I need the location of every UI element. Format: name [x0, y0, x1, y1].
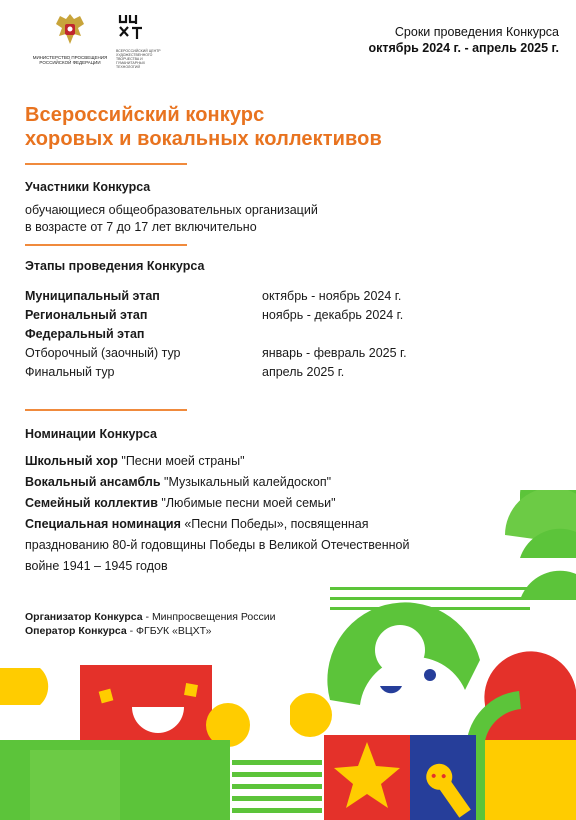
nomination-name: Специальная номинация — [25, 517, 181, 531]
special-line-2: празднованию 80-й годовщины Победы в Великой Отечественной — [25, 538, 410, 552]
stage-dates: апрель 2025 г. — [262, 365, 345, 379]
yellow-block — [476, 740, 576, 820]
vcht-caption: ВСЕРОССИЙСКИЙ ЦЕНТР ХУДОЖЕСТВЕННОГО ТВОРЧЕСТВА И ГУМАНИТАРНЫХ ТЕХНОЛОГИЙ — [116, 49, 161, 69]
title-line-2: хоровых и вокальных коллективов — [25, 128, 382, 150]
red-smiling-square — [80, 665, 212, 747]
stage-name: Финальный тур — [25, 365, 115, 379]
special-line-3: войне 1941 – 1945 годов — [25, 559, 168, 573]
operator-label: Оператор Конкурса — [25, 625, 127, 637]
nomination-desc: "Песни моей страны" — [117, 454, 245, 468]
yellow-circle — [288, 693, 332, 737]
dates-label: Сроки проведения Конкурса — [394, 25, 559, 39]
stages-heading: Этапы проведения Конкурса — [25, 259, 205, 273]
nomination-desc: "Любимые песни моей семьи" — [157, 496, 336, 510]
green-stripes-bottom — [232, 760, 322, 813]
stage-name: Федеральный этап — [25, 327, 145, 341]
organizer-value: - Минпросвещения России — [142, 611, 276, 623]
stage-name: Муниципальный этап — [25, 289, 160, 303]
nominations-heading: Номинации Конкурса — [25, 427, 158, 441]
nomination-desc: "Музыкальный калейдоскоп" — [160, 475, 332, 489]
red-dome — [484, 651, 576, 740]
organizer-label: Организатор Конкурса — [25, 611, 143, 623]
stage-dates: октябрь - ноябрь 2024 г. — [262, 289, 402, 303]
nomination-name: Школьный хор — [25, 454, 118, 468]
operator-value: - ФГБУК «ВЦХТ» — [126, 625, 212, 637]
nomination-desc: «Песни Победы», посвященная — [180, 517, 369, 531]
nomination-name: Вокальный ансамбль — [25, 475, 161, 489]
stage-dates: ноябрь - декабрь 2024 г. — [262, 308, 404, 322]
participants-line-2: в возрасте от 7 до 17 лет включительно — [25, 220, 257, 234]
participants-line-1: обучающиеся общеобразовательных организаций — [25, 203, 318, 217]
nomination-name: Семейный коллектив — [25, 496, 158, 510]
stage-dates: январь - февраль 2025 г. — [262, 346, 407, 360]
ministry-caption: МИНИСТЕРСТВО ПРОСВЕЩЕНИЯ РОССИЙСКОЙ ФЕДЕРАЦИИ — [32, 55, 108, 65]
participants-heading: Участники Конкурса — [25, 180, 151, 194]
title-line-1: Всероссийский конкурс — [25, 104, 265, 126]
stage-name: Отборочный (заочный) тур — [25, 346, 181, 360]
dates-range: октябрь 2024 г. - апрель 2025 г. — [368, 41, 559, 55]
stage-name: Региональный этап — [25, 308, 148, 322]
green-semicircles — [505, 455, 576, 600]
